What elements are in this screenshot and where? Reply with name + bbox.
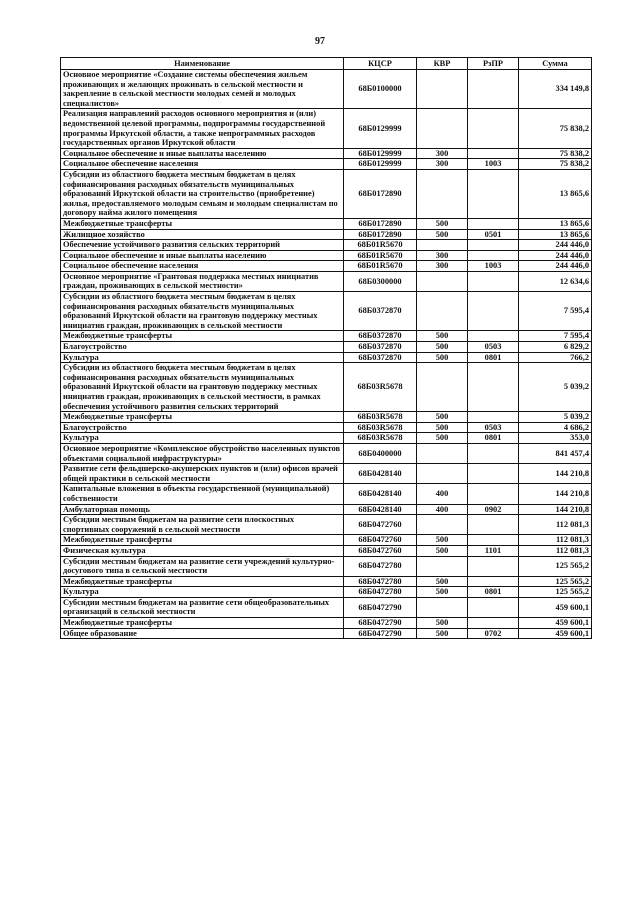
sum-cell: 7 595,4: [519, 292, 592, 331]
sum-cell: 12 634,6: [519, 271, 592, 291]
rzpr-cell: 0801: [468, 433, 519, 444]
code-cell: 68Б01R5670: [344, 261, 417, 272]
header-kvr: КВР: [417, 58, 468, 70]
kvr-cell: 500: [417, 352, 468, 363]
sum-cell: 7 595,4: [519, 331, 592, 342]
table-row: [61, 545, 592, 556]
kvr-cell: 500: [417, 535, 468, 546]
rzpr-cell: [468, 363, 519, 412]
table-row: [61, 148, 592, 159]
name-cell: Реализация направлений расходов основного мероприятия и (или) ведомственной целевой программы, подпрограммы государственной программы Иркутской области, а также непрограммных расходов государственных органов Иркутской области: [61, 109, 344, 148]
kvr-cell: [417, 271, 468, 291]
name-cell: Капитальные вложения в объекты государственной (муниципальной) собственности: [61, 484, 344, 504]
code-cell: 68Б03R5678: [344, 422, 417, 433]
sum-cell: 334 149,8: [519, 70, 592, 109]
table-row: [61, 109, 592, 148]
kvr-cell: [417, 169, 468, 218]
kvr-cell: 500: [417, 218, 468, 229]
rzpr-cell: [468, 484, 519, 504]
name-cell: Межбюджетные трансферты: [61, 218, 344, 229]
table-row: [61, 342, 592, 353]
table-row: [61, 443, 592, 463]
table-body: [61, 70, 592, 639]
name-cell: Социальное обеспечение населения: [61, 159, 344, 170]
name-cell: Социальное обеспечение и иные выплаты населению: [61, 148, 344, 159]
code-cell: 68Б0129999: [344, 159, 417, 170]
code-cell: 68Б0472780: [344, 576, 417, 587]
rzpr-cell: [468, 535, 519, 546]
kvr-cell: 500: [417, 412, 468, 423]
kvr-cell: 500: [417, 576, 468, 587]
rzpr-cell: 0702: [468, 628, 519, 639]
table-row: [61, 628, 592, 639]
rzpr-cell: [468, 515, 519, 535]
kvr-cell: [417, 109, 468, 148]
code-cell: 68Б0472790: [344, 628, 417, 639]
code-cell: 68Б0472780: [344, 587, 417, 598]
header-sum: Сумма: [519, 58, 592, 70]
rzpr-cell: 1101: [468, 545, 519, 556]
code-cell: 68Б0372870: [344, 342, 417, 353]
table-row: [61, 159, 592, 170]
rzpr-cell: 0801: [468, 587, 519, 598]
name-cell: Культура: [61, 587, 344, 598]
code-cell: 68Б0129999: [344, 109, 417, 148]
kvr-cell: 500: [417, 545, 468, 556]
sum-cell: 459 600,1: [519, 618, 592, 629]
table-row: [61, 535, 592, 546]
table-row: [61, 70, 592, 109]
header-row: [61, 58, 592, 70]
sum-cell: 112 081,3: [519, 515, 592, 535]
sum-cell: 244 446,0: [519, 261, 592, 272]
kvr-cell: 500: [417, 229, 468, 240]
name-cell: Межбюджетные трансферты: [61, 618, 344, 629]
name-cell: Обеспечение устойчивого развития сельских территорий: [61, 240, 344, 251]
name-cell: Благоустройство: [61, 342, 344, 353]
kvr-cell: 400: [417, 504, 468, 515]
table-header: [61, 58, 592, 70]
budget-table: [60, 57, 592, 639]
name-cell: Основное мероприятие «Комплексное обустройство населенных пунктов объектами социальной инфраструктуры»: [61, 443, 344, 463]
sum-cell: 5 039,2: [519, 412, 592, 423]
kvr-cell: [417, 240, 468, 251]
code-cell: 68Б0472760: [344, 535, 417, 546]
sum-cell: 75 838,2: [519, 148, 592, 159]
code-cell: 68Б0372870: [344, 352, 417, 363]
name-cell: Культура: [61, 433, 344, 444]
code-cell: 68Б0172890: [344, 218, 417, 229]
sum-cell: 5 039,2: [519, 363, 592, 412]
code-cell: 68Б0172890: [344, 169, 417, 218]
code-cell: 68Б03R5678: [344, 412, 417, 423]
kvr-cell: [417, 443, 468, 463]
code-cell: 68Б01R5670: [344, 250, 417, 261]
table-row: [61, 433, 592, 444]
header-rzpr: РзПР: [468, 58, 519, 70]
table-row: [61, 597, 592, 617]
sum-cell: 125 565,2: [519, 576, 592, 587]
code-cell: 68Б0400000: [344, 443, 417, 463]
sum-cell: 459 600,1: [519, 597, 592, 617]
code-cell: 68Б0129999: [344, 148, 417, 159]
kvr-cell: [417, 515, 468, 535]
kvr-cell: [417, 597, 468, 617]
rzpr-cell: [468, 576, 519, 587]
code-cell: 68Б0472790: [344, 618, 417, 629]
rzpr-cell: 0503: [468, 342, 519, 353]
table-row: [61, 261, 592, 272]
code-cell: 68Б03R5678: [344, 433, 417, 444]
page-number: 97: [315, 36, 325, 47]
name-cell: Основное мероприятие «Создание системы обеспечения жильем проживающих и желающих проживать в сельской местности и закрепление в сельской местности молодых семей и молодых специалистов»: [61, 70, 344, 109]
code-cell: 68Б0472790: [344, 597, 417, 617]
sum-cell: 144 210,8: [519, 484, 592, 504]
rzpr-cell: [468, 169, 519, 218]
table-row: [61, 515, 592, 535]
sum-cell: 144 210,8: [519, 504, 592, 515]
code-cell: 68Б0100000: [344, 70, 417, 109]
code-cell: 68Б0300000: [344, 271, 417, 291]
sum-cell: 112 081,3: [519, 545, 592, 556]
code-cell: 68Б0372870: [344, 331, 417, 342]
code-cell: 68Б01R5670: [344, 240, 417, 251]
name-cell: Субсидии местным бюджетам на развитие сети учреждений культурно-досугового типа в сельской местности: [61, 556, 344, 576]
name-cell: Межбюджетные трансферты: [61, 535, 344, 546]
header-name: Наименование: [61, 58, 344, 70]
rzpr-cell: 1003: [468, 159, 519, 170]
rzpr-cell: [468, 240, 519, 251]
table-row: [61, 240, 592, 251]
code-cell: 68Б0472780: [344, 556, 417, 576]
sum-cell: 112 081,3: [519, 535, 592, 546]
name-cell: Жилищное хозяйство: [61, 229, 344, 240]
rzpr-cell: [468, 148, 519, 159]
code-cell: 68Б0428140: [344, 464, 417, 484]
name-cell: Культура: [61, 352, 344, 363]
table-row: [61, 352, 592, 363]
table-row: [61, 363, 592, 412]
name-cell: Социальное обеспечение и иные выплаты населению: [61, 250, 344, 261]
kvr-cell: 500: [417, 618, 468, 629]
rzpr-cell: [468, 70, 519, 109]
rzpr-cell: [468, 443, 519, 463]
kvr-cell: [417, 292, 468, 331]
table-row: [61, 412, 592, 423]
sum-cell: 125 565,2: [519, 587, 592, 598]
name-cell: Межбюджетные трансферты: [61, 412, 344, 423]
kvr-cell: 300: [417, 148, 468, 159]
kvr-cell: 300: [417, 250, 468, 261]
table-row: [61, 587, 592, 598]
header-kcsr: КЦСР: [344, 58, 417, 70]
code-cell: 68Б03R5678: [344, 363, 417, 412]
name-cell: Амбулаторная помощь: [61, 504, 344, 515]
rzpr-cell: [468, 412, 519, 423]
name-cell: Развитие сети фельдшерско-акушерских пунктов и (или) офисов врачей общей практики в сельской местности: [61, 464, 344, 484]
table-row: [61, 169, 592, 218]
rzpr-cell: 0501: [468, 229, 519, 240]
name-cell: Благоустройство: [61, 422, 344, 433]
kvr-cell: 400: [417, 484, 468, 504]
table-row: [61, 484, 592, 504]
table-row: [61, 422, 592, 433]
kvr-cell: 500: [417, 587, 468, 598]
code-cell: 68Б0428140: [344, 484, 417, 504]
kvr-cell: 300: [417, 159, 468, 170]
kvr-cell: [417, 464, 468, 484]
code-cell: 68Б0372870: [344, 292, 417, 331]
table-row: [61, 504, 592, 515]
rzpr-cell: [468, 109, 519, 148]
table-row: [61, 464, 592, 484]
name-cell: Межбюджетные трансферты: [61, 331, 344, 342]
sum-cell: 244 446,0: [519, 250, 592, 261]
sum-cell: 125 565,2: [519, 556, 592, 576]
kvr-cell: 500: [417, 342, 468, 353]
name-cell: Общее образование: [61, 628, 344, 639]
kvr-cell: 500: [417, 331, 468, 342]
sum-cell: 766,2: [519, 352, 592, 363]
rzpr-cell: 0902: [468, 504, 519, 515]
rzpr-cell: [468, 618, 519, 629]
sum-cell: 144 210,8: [519, 464, 592, 484]
kvr-cell: 300: [417, 261, 468, 272]
table-row: [61, 292, 592, 331]
sum-cell: 841 457,4: [519, 443, 592, 463]
sum-cell: 13 865,6: [519, 229, 592, 240]
sum-cell: 244 446,0: [519, 240, 592, 251]
table-row: [61, 618, 592, 629]
rzpr-cell: [468, 331, 519, 342]
sum-cell: 4 686,2: [519, 422, 592, 433]
sum-cell: 459 600,1: [519, 628, 592, 639]
table-row: [61, 556, 592, 576]
sum-cell: 353,0: [519, 433, 592, 444]
table-row: [61, 331, 592, 342]
name-cell: Физическая культура: [61, 545, 344, 556]
name-cell: Субсидии местным бюджетам на развитие сети плоскостных спортивных сооружений в сельской местности: [61, 515, 344, 535]
name-cell: Субсидии из областного бюджета местным бюджетам в целях софинансирования расходных обязательств муниципальных образований Иркутской области на грантовую поддержку местных инициатив граждан, проживающих в сельской местности, в рамках обеспечения устойчивого развития сельских территорий: [61, 363, 344, 412]
kvr-cell: [417, 70, 468, 109]
sum-cell: 6 829,2: [519, 342, 592, 353]
table-row: [61, 229, 592, 240]
kvr-cell: 500: [417, 433, 468, 444]
name-cell: Субсидии из областного бюджета местным бюджетам в целях софинансирования расходных обязательств муниципальных образований Иркутской области на строительство (приобретение) жилья, предоставляемого молодым семьям и молодым специалистам по договору найма жилого помещения: [61, 169, 344, 218]
kvr-cell: 500: [417, 628, 468, 639]
rzpr-cell: [468, 271, 519, 291]
rzpr-cell: [468, 250, 519, 261]
code-cell: 68Б0172890: [344, 229, 417, 240]
kvr-cell: 500: [417, 422, 468, 433]
table-row: [61, 218, 592, 229]
rzpr-cell: [468, 218, 519, 229]
sum-cell: 13 865,6: [519, 218, 592, 229]
code-cell: 68Б0428140: [344, 504, 417, 515]
sum-cell: 75 838,2: [519, 109, 592, 148]
rzpr-cell: [468, 556, 519, 576]
name-cell: Социальное обеспечение населения: [61, 261, 344, 272]
name-cell: Субсидии местным бюджетам на развитие сети общеобразовательных организаций в сельской местности: [61, 597, 344, 617]
code-cell: 68Б0472760: [344, 545, 417, 556]
name-cell: Межбюджетные трансферты: [61, 576, 344, 587]
kvr-cell: [417, 556, 468, 576]
kvr-cell: [417, 363, 468, 412]
table-row: [61, 250, 592, 261]
rzpr-cell: 0503: [468, 422, 519, 433]
name-cell: Субсидии из областного бюджета местным бюджетам в целях софинансирования расходных обязательств муниципальных образований Иркутской области на грантовую поддержку местных инициатив граждан, проживающих в сельской местности: [61, 292, 344, 331]
sum-cell: 13 865,6: [519, 169, 592, 218]
rzpr-cell: 1003: [468, 261, 519, 272]
sum-cell: 75 838,2: [519, 159, 592, 170]
rzpr-cell: [468, 464, 519, 484]
rzpr-cell: 0801: [468, 352, 519, 363]
table-row: [61, 271, 592, 291]
code-cell: 68Б0472760: [344, 515, 417, 535]
rzpr-cell: [468, 292, 519, 331]
rzpr-cell: [468, 597, 519, 617]
table-row: [61, 576, 592, 587]
name-cell: Основное мероприятие «Грантовая поддержка местных инициатив граждан, проживающих в сельской местности»: [61, 271, 344, 291]
